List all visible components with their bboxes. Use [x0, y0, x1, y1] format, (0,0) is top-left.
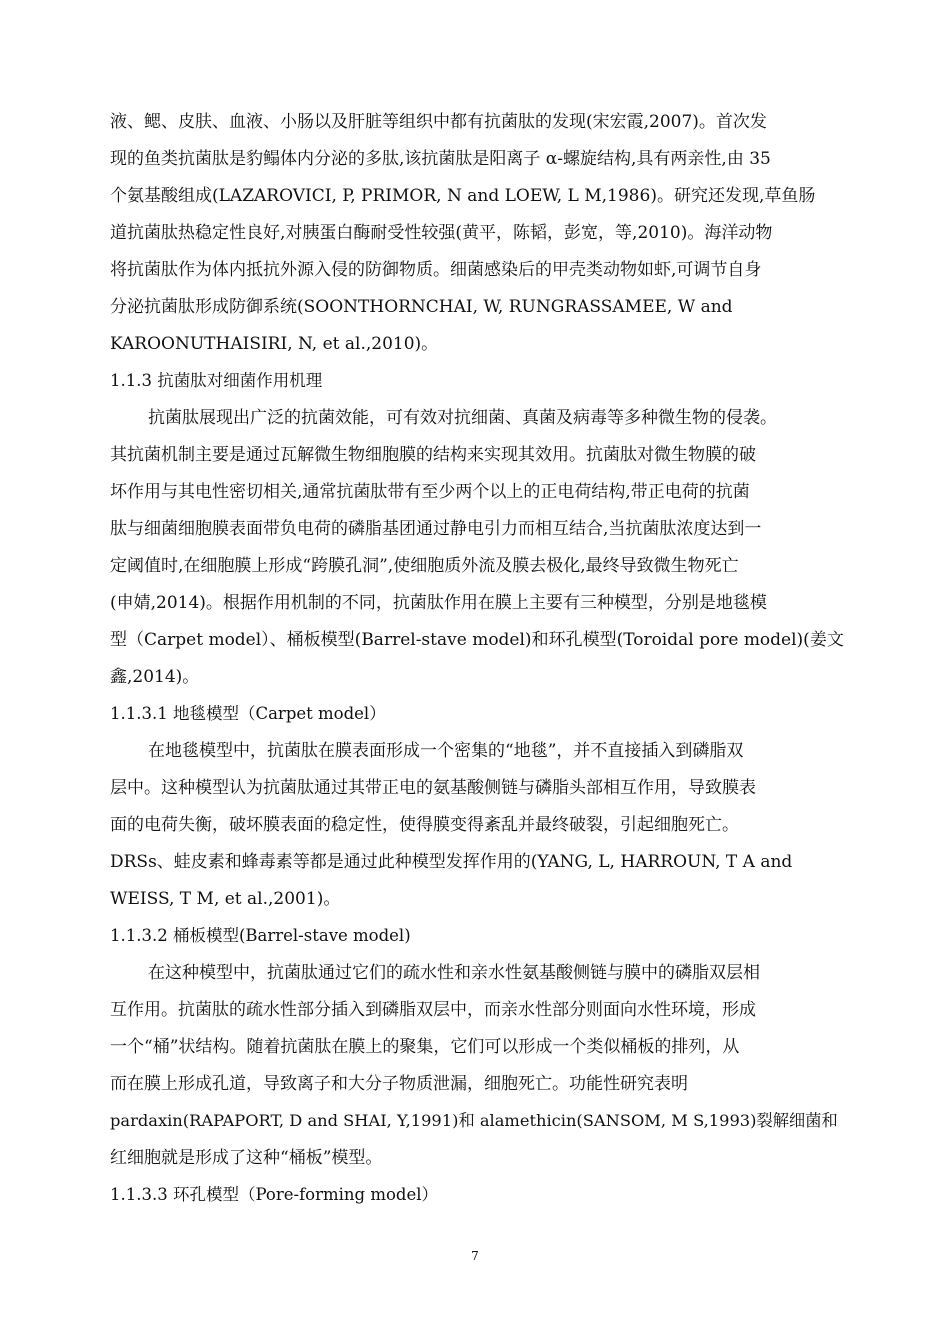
section-heading-1-1-3-3: 1.1.3.3 环孔模型（Pore-forming model）	[110, 1185, 439, 1204]
text-line: 分泌抗菌肽形成防御系统(SOONTHORNCHAI, W, RUNGRASSAMEE, W and	[110, 297, 733, 317]
text-line: 红细胞就是形成了这种“桶板”模型。	[110, 1148, 383, 1168]
section-heading-1-1-3-2: 1.1.3.2 桶板模型(Barrel-stave model)	[110, 926, 411, 945]
text-line: KAROONUTHAISIRI, N, et al.,2010)。	[110, 334, 439, 354]
text-line: 层中。这种模型认为抗菌肽通过其带正电的氨基酸侧链与磷脂头部相互作用，导致膜表	[110, 778, 756, 798]
text-line: 道抗菌肽热稳定性良好,对胰蛋白酶耐受性较强(黄平，陈韬，彭宽，等,2010)。海洋动物	[110, 223, 773, 243]
text-line: 鑫,2014)。	[110, 667, 200, 687]
section-heading-1-1-3-1: 1.1.3.1 地毯模型（Carpet model）	[110, 704, 386, 723]
text-line: 在地毯模型中，抗菌肽在膜表面形成一个密集的“地毯”，并不直接插入到磷脂双	[148, 741, 744, 761]
text-line: 坏作用与其电性密切相关,通常抗菌肽带有至少两个以上的正电荷结构,带正电荷的抗菌	[110, 482, 750, 502]
text-line: 一个“桶”状结构。随着抗菌肽在膜上的聚集，它们可以形成一个类似桶板的排列，从	[110, 1037, 740, 1057]
text-line: 将抗菌肽作为体内抵抗外源入侵的防御物质。细菌感染后的甲壳类动物如虾,可调节自身	[110, 260, 762, 280]
text-line: 现的鱼类抗菌肽是豹鳎体内分泌的多肽,该抗菌肽是阳离子 α-螺旋结构,具有两亲性,由 35	[110, 149, 771, 169]
text-line: 而在膜上形成孔道，导致离子和大分子物质泄漏，细胞死亡。功能性研究表明	[110, 1074, 688, 1094]
text-line: 互作用。抗菌肽的疏水性部分插入到磷脂双层中，而亲水性部分则面向水性环境，形成	[110, 1000, 756, 1020]
text-line: DRSs、蛙皮素和蜂毒素等都是通过此种模型发挥作用的(YANG, L, HARROUN, T A and	[110, 852, 793, 872]
text-line: 面的电荷失衡，破坏膜表面的稳定性，使得膜变得紊乱并最终破裂，引起细胞死亡。	[110, 815, 739, 835]
text-line: (申婧,2014)。根据作用机制的不同，抗菌肽作用在膜上主要有三种模型，分别是地毯模	[110, 593, 767, 613]
section-heading-1-1-3: 1.1.3 抗菌肽对细菌作用机理	[110, 371, 323, 390]
text-line: 在这种模型中，抗菌肽通过它们的疏水性和亲水性氨基酸侧链与膜中的磷脂双层相	[148, 963, 760, 983]
text-line: 型（Carpet model）、桶板模型(Barrel-stave model)和环孔模型(Toroidal pore model)(姜文	[110, 630, 844, 650]
text-line: 个氨基酸组成(LAZAROVICI, P, PRIMOR, N and LOEW, L M,1986)。研究还发现,草鱼肠	[110, 186, 816, 206]
text-line: WEISS, T M, et al.,2001)。	[110, 889, 341, 909]
text-line: 抗菌肽展现出广泛的抗菌效能，可有效对抗细菌、真菌及病毒等多种微生物的侵袭。	[148, 408, 777, 428]
text-line: 液、鳃、皮肤、血液、小肠以及肝脏等组织中都有抗菌肽的发现(宋宏霞,2007)。首次发	[110, 112, 767, 132]
text-line: 定阈值时,在细胞膜上形成“跨膜孔洞”,使细胞质外流及膜去极化,最终导致微生物死亡	[110, 556, 739, 576]
text-line: 肽与细菌细胞膜表面带负电荷的磷脂基团通过静电引力而相互结合,当抗菌肽浓度达到一	[110, 519, 762, 539]
text-line: pardaxin(RAPAPORT, D and SHAI, Y,1991)和 alamethicin(SANSOM, M S,1993)裂解细菌和	[110, 1111, 838, 1130]
text-line: 其抗菌机制主要是通过瓦解微生物细胞膜的结构来实现其效用。抗菌肽对微生物膜的破	[110, 445, 756, 465]
page-number: 7	[471, 1249, 479, 1263]
